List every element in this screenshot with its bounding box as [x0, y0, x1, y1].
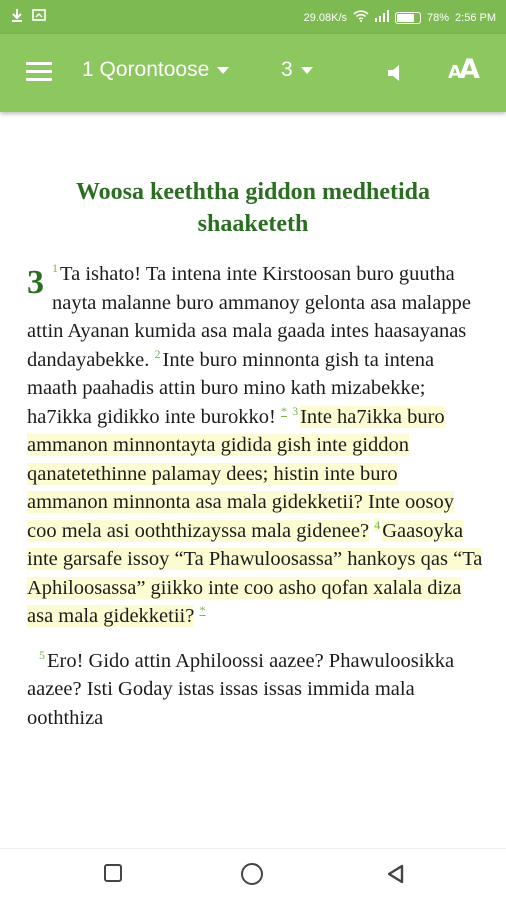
battery-icon [395, 12, 421, 24]
recent-apps-icon[interactable] [104, 864, 122, 882]
speaker-icon[interactable] [384, 62, 406, 84]
verse-number[interactable]: 5 [39, 647, 45, 662]
hamburger-icon[interactable] [26, 62, 52, 82]
chevron-down-icon [301, 67, 313, 74]
chapter-number-label: 3 [281, 58, 293, 81]
book-name: 1 Qorontoose [82, 58, 210, 81]
verse-number[interactable]: 2 [154, 346, 161, 361]
status-bar [0, 0, 506, 34]
reading-pane[interactable] [0, 112, 506, 848]
footnote-marker[interactable]: * [280, 403, 287, 418]
verse-text[interactable]: Ta ishato! Ta intena inte Kirstoosan buro guutha nayta malanne buro ammanoy gelonta asa malappe attin Ayanan kumida asa mala gaada intes haasayanas dandayabekke. [27, 263, 471, 371]
highlighted-verse-text[interactable]: Gaasoyka inte garsafe issoy “Ta Phawuloosassa” hankoys qas “Ta Aphiloosassa” giikko inte coo asho qofan xalala diza asa mala gidekketii? [27, 519, 483, 627]
verse-number[interactable]: 1 [52, 261, 58, 276]
paragraph-2 [27, 647, 483, 733]
highlighted-verse-text[interactable]: Inte ha7ikka buro ammanon minnontayta gidida gish inte giddon qanatetethinne palamay dees; histin inte buro ammanon minnonta asa mala gidekketii? Inte oosoy coo mela asi ooththizayssa mala gidenee? [27, 405, 454, 542]
verse-number[interactable]: 3 [292, 403, 299, 418]
app-bar [0, 34, 506, 112]
battery-percent: 78% [427, 11, 450, 24]
book-selector[interactable] [82, 58, 229, 82]
verse-text[interactable]: Inte buro minnonta gish ta intena maath paahadis attin buro mino kath mizabekke; ha7ikka gidikko inte burokko! [27, 348, 435, 428]
chapter-number: 3 [27, 264, 44, 301]
system-nav-bar [0, 848, 506, 901]
clock: 2:56 PM [455, 11, 496, 24]
footnote-marker[interactable]: * [199, 603, 206, 618]
scripture-text [27, 260, 483, 732]
verse-text[interactable]: Ero! Gido attin Aphiloossi aazee? Phawuloosikka aazee? Isti Goday istas issas issas immida mala ooththiza [27, 649, 455, 729]
screenshot-icon [32, 8, 46, 25]
wifi-icon [353, 10, 369, 25]
home-icon[interactable] [241, 863, 263, 885]
signal-icon [375, 10, 389, 25]
back-icon[interactable] [385, 863, 407, 890]
network-speed: 29.08K/s [303, 11, 347, 24]
download-icon [10, 8, 24, 25]
chevron-down-icon [217, 67, 229, 74]
verse-number[interactable]: 4 [374, 517, 381, 532]
section-heading: Woosa keeththa giddon medhetida shaaketeth [75, 179, 431, 237]
text-size-icon[interactable]: AA [448, 54, 477, 85]
paragraph-1 [27, 260, 483, 631]
chapter-selector[interactable] [281, 58, 313, 82]
